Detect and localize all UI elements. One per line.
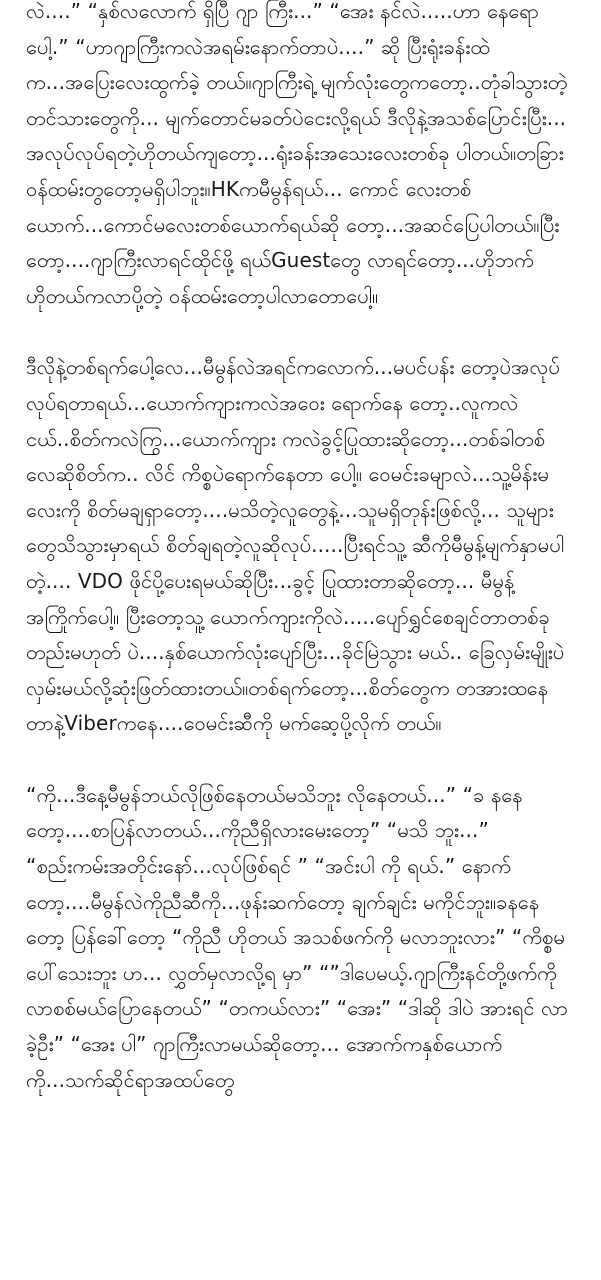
paragraph: လဲ....” “နှစ်လလောက် ရှိပြီ ဂျာ ကြီး...” “အေး နင်လဲ.....ဟာ နေရောပေါ့.” “ဟာဂျာကြီးကလဲအရမ်းနောက်တာပဲ....” ဆို ပြီးရုံးခန်းထဲက...အပြေးလေးထွက်ခဲ့ တယ်။ဂျာကြီးရဲ့ မျက်လုံးတွေကတော့..တုံခါသွားတဲ့တင်သားတွေကို... မျက်တောင်မခတ်ပဲငေးလို့ရယ် ဒီလိုနဲ့အသစ်ပြောင်းပြီး... အလုပ်လုပ်ရတဲ့ဟိုတယ်ကျတော့...ရုံးခန်းအသေးလေးတစ်ခု ပါတယ်။တခြားဝန်ထမ်းတွတော့မရှိပါဘူး။HKကမီမွန်ရယ်... ကောင် လေးတစ်ယောက်...ကောင်မလေးတစ်ယောက်ရယ်ဆို တော့...အဆင်ပြေပါတယ်။ပြီးတော့....ဂျာကြီးလာရင်ထိုင်ဖို့ ရယ်Guestတွေ လာရင်တော့...ဟိုဘက်ဟိုတယ်ကလာပို့တဲ့ ဝန်ထမ်းတော့ပါလာတောပေါ့။ bbox=[26, 0, 568, 308]
paragraph-spacer bbox=[26, 742, 574, 778]
paragraph: ဒီလိုနဲ့တစ်ရက်ပေါ့လေ...မီမွန်လဲအရင်ကလောက်...မပင်ပန်း တော့ပဲအလုပ်လုပ်ရတာရယ်...ယောက်ကျားကလဲအဝေး ရောက်နေ တော့..လူကလဲငယ်..စိတ်ကလဲကြွ...ယောက်ကျား ကလဲခွင့်ပြုထားဆိုတော့...တစ်ခါတစ်လေဆိုစိတ်က.. လိင် ကိစ္စပဲရောက်နေတာ ပေါ့။ ဝေမင်းခမျာလဲ...သူ့မိန်းမလေးကို စိတ်မချရှာတော့....မသိတဲ့လူတွေနဲ့...သူမရှိတုန်းဖြစ်လို့... သူများတွေသိသွားမှာရယ် စိတ်ချရတဲ့လူဆိုလုပ်.....ပြီးရင်သူ့ ဆီကိုမီမွန့်မျက်နှာမပါတဲ့.... VDO ဖိုင်ပို့ပေးရမယ်ဆိုပြီး...ခွင့် ပြုထားတာဆိုတော့... မီမွန့် အကြိုက်ပေါ့။ ပြီးတော့သူ့ ယောက်ကျားကိုလဲ.....ပျော်ရွှင်စေချင်တာတစ်ခုတည်းမဟုတ် ပဲ....နှစ်ယောက်လုံးပျော်ပြီး...ခိုင်မြဲသွား မယ်.. ခြေလှမ်းမျိုးပဲ လှမ်းမယ်လို့ဆုံးဖြတ်ထားတယ်။တစ်ရက်တော့...စိတ်တွေက တအားထနေတာနဲ့Viberကနေ....ဝေမင်းဆီကို မက်ဆေ့ပို့လိုက် တယ်။ bbox=[26, 355, 565, 736]
paragraph-spacer bbox=[26, 314, 574, 350]
paragraph: “ကို...ဒီနေ့မီမွန်ဘယ်လိုဖြစ်နေတယ်မသိဘူး လိုနေတယ်...” “ခ နနေတော့....စာပြန်လာတယ်...ကိုညီရှိလားမေးတော့” “မသိ ဘူး...” “စည်းကမ်းအတိုင်းနော်...လုပ်ဖြစ်ရင် ” “အင်းပါ ကို ရယ်.” နောက်တော့....မီမွန်လဲကိုညီဆီကို...ဖုန်းဆက်တော့ ချက်ချင်း မကိုင်ဘူး။ခနနေတော့ ပြန်ခေါ်တော့ “ကိုညီ ဟိုတယ် အသစ်ဖက်ကို မလာဘူးလား” “ကိစ္စမပေါ်သေးဘူး ဟ... လွှတ်မှလာလို့ရ မှာ” “”ဒါပေမယ့်.ဂျာကြီးနင်တို့ဖက်ကို လာစစ်မယ်ပြောနေတယ်” “တကယ်လား” “အေး” “ဒါဆို ဒါပဲ အားရင် လာခဲ့ဦး” “အေး ပါ” ဂျာကြီးလာမယ်ဆိုတော့... အောက်ကနှစ်ယောက်ကို...သက်ဆိုင်ရာအထပ်တွေ bbox=[26, 782, 569, 1092]
